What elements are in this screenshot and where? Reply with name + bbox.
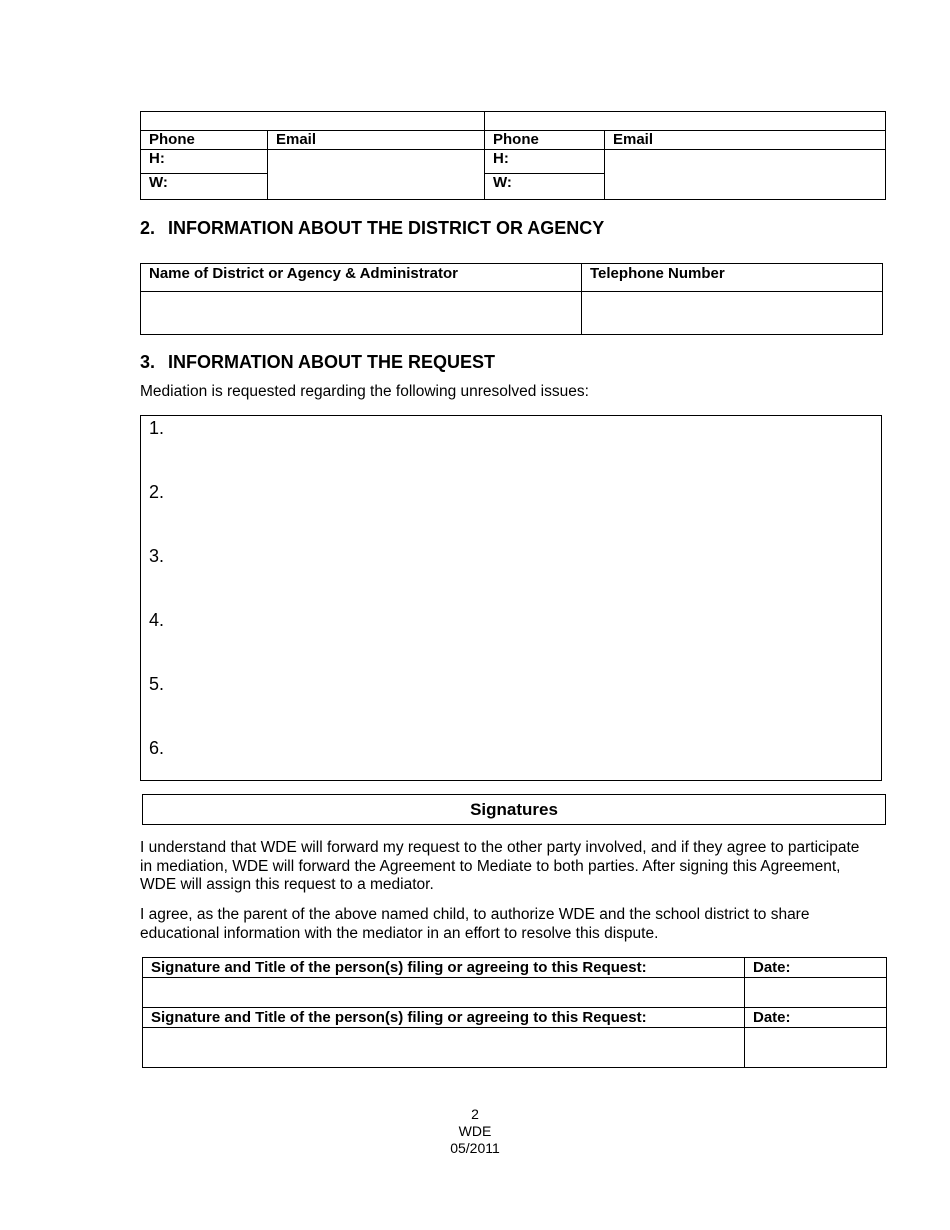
- section-3-heading: [140, 352, 495, 373]
- date-field[interactable]: [745, 978, 887, 1008]
- left-email-field[interactable]: [268, 150, 485, 200]
- agreement-paragraph: I understand that WDE will forward my request to the other party involved, and if they agree to participate in mediation, WDE will forward the Agreement to Mediate to both parties. After signing this Agreement, WDE will assign this request to a mediator.: [140, 839, 860, 893]
- right-work-label: W:: [493, 174, 512, 191]
- signature-table: [142, 957, 887, 1068]
- right-email-label: Email: [605, 131, 886, 150]
- mediation-intro-text: Mediation is requested regarding the following unresolved issues:: [140, 383, 589, 400]
- issue-number: 6.: [149, 738, 165, 758]
- section-3-title: INFORMATION ABOUT THE REQUEST: [168, 352, 495, 372]
- signature-field[interactable]: [143, 978, 745, 1008]
- section-2-title: INFORMATION ABOUT THE DISTRICT OR AGENCY: [168, 218, 605, 238]
- district-name-label: Name of District or Agency & Administrator: [141, 264, 582, 292]
- left-home-label: H:: [149, 150, 165, 167]
- left-work-label: W:: [149, 174, 168, 191]
- signature-label: Signature and Title of the person(s) filing or agreeing to this Request:: [143, 1008, 745, 1028]
- date-field[interactable]: [745, 1028, 887, 1068]
- left-name-field[interactable]: [141, 112, 485, 131]
- section-2-number: 2.: [140, 218, 156, 238]
- issue-number: 4.: [149, 610, 165, 630]
- issue-number: 1.: [149, 418, 165, 438]
- district-name-field[interactable]: [141, 292, 582, 335]
- right-email-field[interactable]: [605, 150, 886, 200]
- left-phone-label: Phone: [141, 131, 268, 150]
- left-email-label: Email: [268, 131, 485, 150]
- right-phone-label: Phone: [485, 131, 605, 150]
- signature-label: Signature and Title of the person(s) filing or agreeing to this Request:: [143, 958, 745, 978]
- left-home-phone-field[interactable]: [141, 150, 268, 174]
- footer-agency: WDE: [458, 1123, 492, 1139]
- telephone-label: Telephone Number: [582, 264, 883, 292]
- right-work-phone-field[interactable]: [485, 174, 605, 200]
- right-name-field[interactable]: [485, 112, 886, 131]
- left-work-phone-field[interactable]: [141, 174, 268, 200]
- page-footer: [0, 1106, 950, 1157]
- signatures-header: Signatures: [142, 794, 886, 825]
- right-home-label: H:: [493, 150, 509, 167]
- right-home-phone-field[interactable]: [485, 150, 605, 174]
- section-2-heading: [140, 218, 604, 239]
- telephone-field[interactable]: [582, 292, 883, 335]
- signature-field[interactable]: [143, 1028, 745, 1068]
- contact-table: [140, 111, 886, 200]
- issue-number: 5.: [149, 674, 165, 694]
- issue-number: 3.: [149, 546, 165, 566]
- consent-paragraph: I agree, as the parent of the above named child, to authorize WDE and the school district to share educational information with the mediator in an effort to resolve this dispute.: [140, 906, 810, 942]
- issues-box[interactable]: [140, 415, 882, 781]
- footer-revision-date: 05/2011: [450, 1140, 500, 1156]
- date-label: Date:: [745, 958, 887, 978]
- issue-number: 2.: [149, 482, 165, 502]
- section-3-number: 3.: [140, 352, 156, 372]
- date-label: Date:: [745, 1008, 887, 1028]
- page-number: 2: [471, 1106, 479, 1122]
- district-table: [140, 263, 883, 335]
